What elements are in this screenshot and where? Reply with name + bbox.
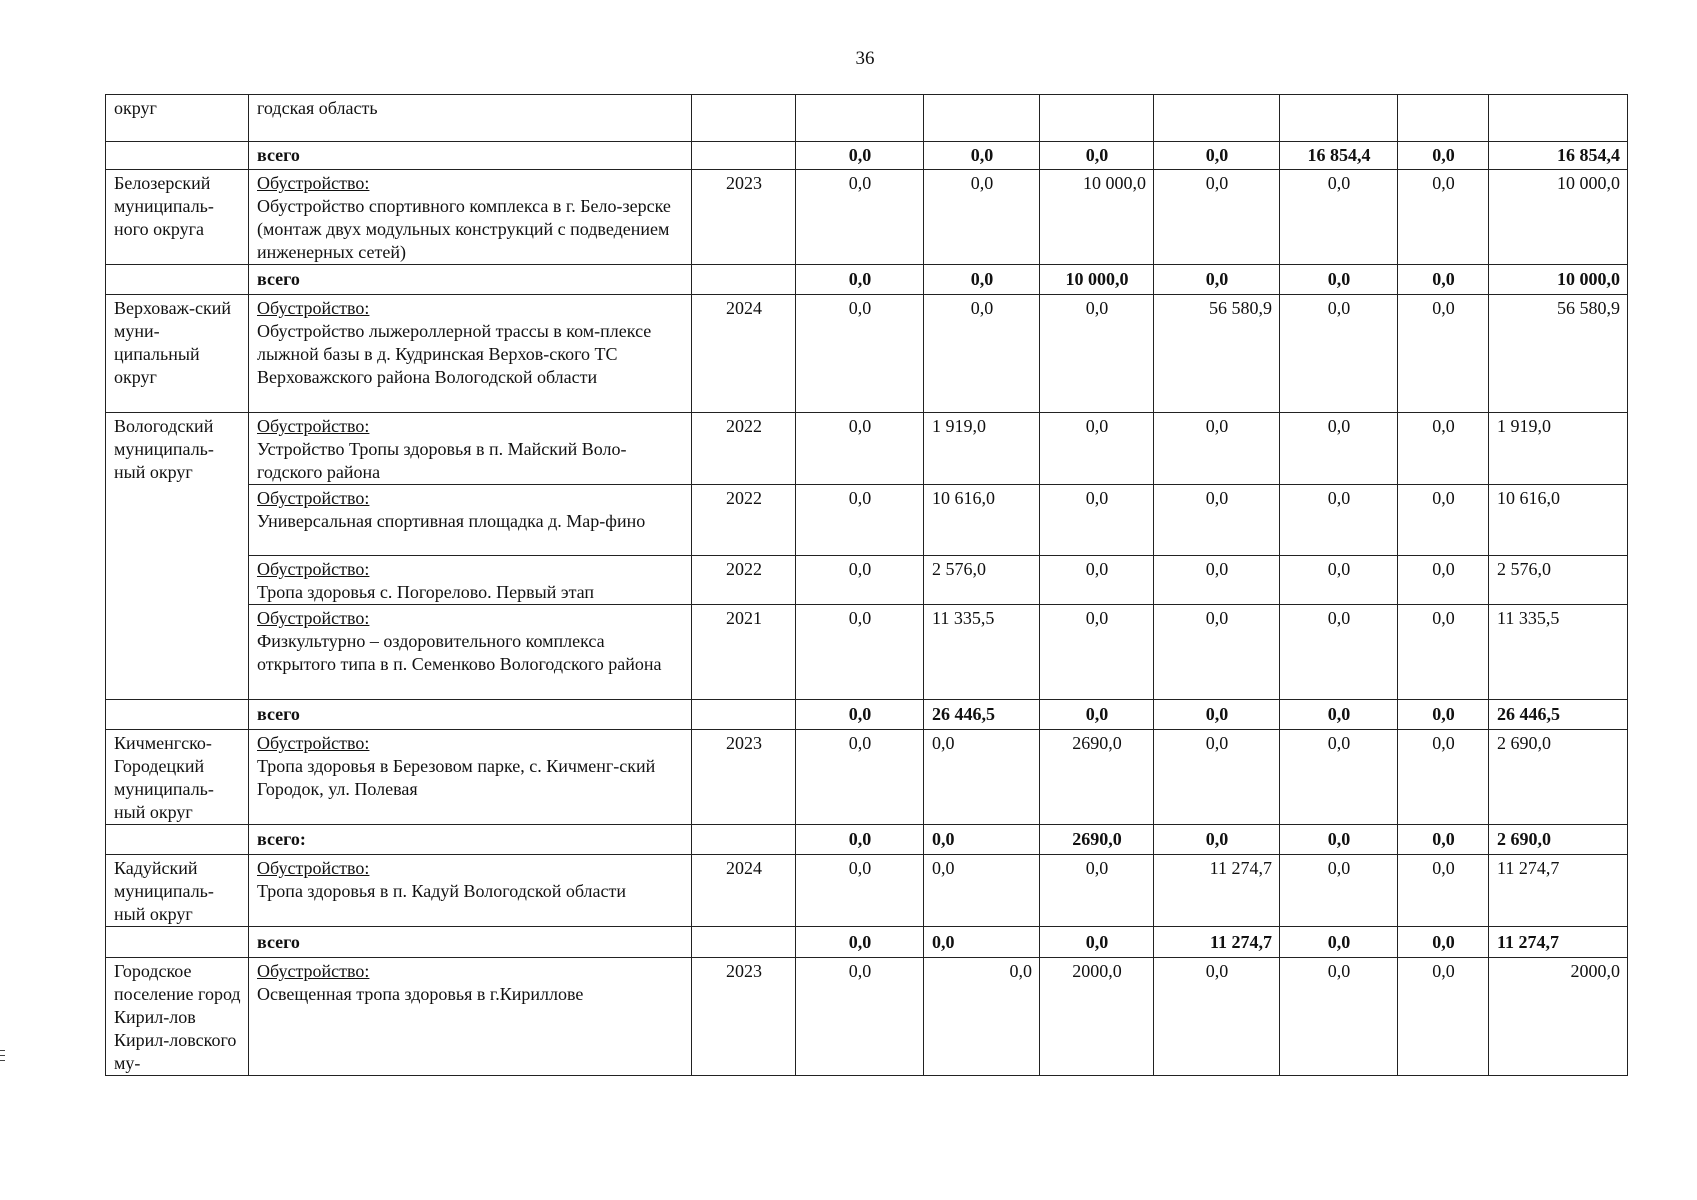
value-cell: 0,0	[796, 730, 924, 825]
value-cell: 0,0	[1398, 413, 1489, 485]
object-cell	[249, 485, 692, 556]
value-cell: 0,0	[1280, 605, 1398, 700]
value-cell: 2690,0	[1040, 730, 1154, 825]
value-cell: 11 335,5	[924, 605, 1040, 700]
year-cell: 2023	[692, 730, 796, 825]
value-cell: 0,0	[1154, 556, 1280, 605]
object-kind-label: Обустройство:	[257, 961, 370, 981]
object-cell	[249, 413, 692, 485]
total-value: 26 446,5	[1489, 700, 1628, 730]
value-cell: 0,0	[1154, 413, 1280, 485]
year-cell: 2023	[692, 170, 796, 265]
value-cell: 0,0	[1154, 958, 1280, 1076]
value-cell: 0,0	[796, 958, 924, 1076]
value-cell	[1154, 95, 1280, 142]
total-value: 0,0	[1040, 142, 1154, 170]
object-cell	[249, 556, 692, 605]
budget-table	[105, 94, 1628, 1076]
object-description: Тропа здоровья в Березовом парке, с. Кичменг-ский Городок, ул. Полевая	[257, 756, 656, 799]
value-cell: 1 919,0	[924, 413, 1040, 485]
total-label: всего	[249, 142, 692, 170]
total-value: 0,0	[796, 700, 924, 730]
total-row	[106, 142, 1628, 170]
scan-mark	[0, 1050, 5, 1051]
total-value: 0,0	[924, 142, 1040, 170]
total-value: 0,0	[1398, 265, 1489, 295]
object-cell	[249, 958, 692, 1076]
value-cell: 0,0	[1398, 295, 1489, 413]
empty-cell	[106, 265, 249, 295]
value-cell: 0,0	[1154, 605, 1280, 700]
value-cell: 0,0	[796, 413, 924, 485]
table-row	[106, 730, 1628, 825]
object-description: Тропа здоровья с. Погорелово. Первый этап	[257, 582, 595, 602]
year-cell: 2023	[692, 958, 796, 1076]
object-kind-label: Обустройство:	[257, 559, 370, 579]
value-cell: 0,0	[1040, 855, 1154, 927]
table-row	[106, 295, 1628, 413]
object-cell	[249, 295, 692, 413]
empty-cell	[692, 825, 796, 855]
total-value: 0,0	[1280, 700, 1398, 730]
total-value: 16 854,4	[1280, 142, 1398, 170]
value-cell: 0,0	[1280, 170, 1398, 265]
total-label: всего	[249, 700, 692, 730]
value-cell: 0,0	[1040, 556, 1154, 605]
value-cell: 11 335,5	[1489, 605, 1628, 700]
value-cell: 0,0	[1398, 855, 1489, 927]
total-value: 0,0	[1280, 927, 1398, 958]
object-kind-label: Обустройство:	[257, 298, 370, 318]
total-value: 26 446,5	[924, 700, 1040, 730]
value-cell	[924, 95, 1040, 142]
year-cell: 2021	[692, 605, 796, 700]
empty-cell	[106, 927, 249, 958]
value-cell: 0,0	[924, 855, 1040, 927]
value-cell: 0,0	[796, 485, 924, 556]
scan-mark	[0, 1060, 5, 1061]
object-description: годская область	[249, 95, 692, 142]
total-value: 11 274,7	[1489, 927, 1628, 958]
value-cell: 0,0	[1154, 170, 1280, 265]
value-cell: 1 919,0	[1489, 413, 1628, 485]
value-cell: 0,0	[1398, 958, 1489, 1076]
value-cell: 2 690,0	[1489, 730, 1628, 825]
table-row	[106, 170, 1628, 265]
scan-edge-marks	[0, 1050, 6, 1150]
municipality-cell: округ	[106, 95, 249, 142]
total-value: 0,0	[1398, 700, 1489, 730]
value-cell	[796, 95, 924, 142]
total-value: 0,0	[796, 265, 924, 295]
object-cell	[249, 730, 692, 825]
value-cell: 2 576,0	[1489, 556, 1628, 605]
total-value: 0,0	[1398, 825, 1489, 855]
value-cell: 0,0	[1280, 295, 1398, 413]
municipality-cell: Городское поселение город Кирил-лов Кирил-ловского му-	[106, 958, 249, 1076]
object-description: Физкультурно – оздоровительного комплекса открытого типа в п. Семенково Вологодского района	[257, 631, 662, 674]
total-value: 16 854,4	[1489, 142, 1628, 170]
total-value: 11 274,7	[1154, 927, 1280, 958]
year-cell: 2022	[692, 485, 796, 556]
object-kind-label: Обустройство:	[257, 416, 370, 436]
value-cell: 56 580,9	[1489, 295, 1628, 413]
object-cell	[249, 170, 692, 265]
value-cell: 0,0	[796, 855, 924, 927]
object-description: Обустройство лыжероллерной трассы в ком-плексе лыжной базы в д. Кудринская Верхов-ского ТС Верховажского района Вологодской области	[257, 321, 652, 387]
total-value: 0,0	[796, 825, 924, 855]
value-cell: 0,0	[1398, 556, 1489, 605]
empty-cell	[692, 265, 796, 295]
object-description: Универсальная спортивная площадка д. Мар-фино	[257, 511, 646, 531]
municipality-cell: Вологодский муниципаль-ный округ	[106, 413, 249, 700]
year-cell: 2022	[692, 413, 796, 485]
value-cell: 2000,0	[1040, 958, 1154, 1076]
object-kind-label: Обустройство:	[257, 608, 370, 628]
total-value: 0,0	[796, 927, 924, 958]
municipality-cell: Кадуйский муниципаль-ный округ	[106, 855, 249, 927]
value-cell: 0,0	[1040, 413, 1154, 485]
empty-cell	[106, 700, 249, 730]
total-label: всего:	[249, 825, 692, 855]
total-value: 0,0	[1280, 825, 1398, 855]
value-cell	[1040, 95, 1154, 142]
value-cell: 0,0	[1280, 958, 1398, 1076]
value-cell: 0,0	[1398, 170, 1489, 265]
value-cell: 0,0	[1280, 855, 1398, 927]
object-kind-label: Обустройство:	[257, 733, 370, 753]
table-row	[106, 605, 1628, 700]
value-cell: 0,0	[924, 170, 1040, 265]
total-row	[106, 927, 1628, 958]
value-cell: 10 000,0	[1489, 170, 1628, 265]
year-cell: 2024	[692, 855, 796, 927]
value-cell: 2 576,0	[924, 556, 1040, 605]
total-value: 0,0	[1154, 825, 1280, 855]
object-kind-label: Обустройство:	[257, 488, 370, 508]
value-cell: 0,0	[1040, 605, 1154, 700]
value-cell	[1489, 95, 1628, 142]
total-value: 10 000,0	[1040, 265, 1154, 295]
total-value: 0,0	[1398, 927, 1489, 958]
total-value: 2690,0	[1040, 825, 1154, 855]
value-cell: 0,0	[796, 605, 924, 700]
value-cell: 0,0	[1040, 485, 1154, 556]
year-cell	[692, 95, 796, 142]
empty-cell	[692, 700, 796, 730]
total-value: 0,0	[1154, 142, 1280, 170]
value-cell: 0,0	[796, 170, 924, 265]
value-cell: 0,0	[1398, 485, 1489, 556]
page-number: 36	[855, 48, 875, 69]
value-cell	[1280, 95, 1398, 142]
object-description: Устройство Тропы здоровья в п. Майский Воло-годского района	[257, 439, 627, 482]
value-cell: 2000,0	[1489, 958, 1628, 1076]
value-cell: 0,0	[1280, 556, 1398, 605]
object-kind-label: Обустройство:	[257, 173, 370, 193]
total-row	[106, 700, 1628, 730]
value-cell: 0,0	[1040, 295, 1154, 413]
empty-cell	[692, 142, 796, 170]
value-cell: 0,0	[924, 958, 1040, 1076]
object-description: Обустройство спортивного комплекса в г. Бело-зерске (монтаж двух модульных конструкций с подведением инженерных сетей)	[257, 196, 671, 262]
total-value: 0,0	[1398, 142, 1489, 170]
object-description: Освещенная тропа здоровья в г.Кириллове	[257, 984, 584, 1004]
value-cell: 10 616,0	[1489, 485, 1628, 556]
total-value: 0,0	[1040, 927, 1154, 958]
table-row	[106, 485, 1628, 556]
scan-mark	[0, 1055, 5, 1056]
year-cell: 2022	[692, 556, 796, 605]
value-cell: 11 274,7	[1489, 855, 1628, 927]
total-value: 0,0	[1154, 265, 1280, 295]
municipality-cell: Верховаж-ский муни-ципальный округ	[106, 295, 249, 413]
value-cell: 10 616,0	[924, 485, 1040, 556]
value-cell: 0,0	[1154, 485, 1280, 556]
value-cell: 0,0	[1280, 730, 1398, 825]
total-value: 0,0	[924, 265, 1040, 295]
municipality-cell: Кичменгско-Городецкий муниципаль-ный округ	[106, 730, 249, 825]
table-row	[106, 958, 1628, 1076]
object-description: Тропа здоровья в п. Кадуй Вологодской области	[257, 881, 626, 901]
empty-cell	[106, 142, 249, 170]
value-cell: 11 274,7	[1154, 855, 1280, 927]
year-cell: 2024	[692, 295, 796, 413]
value-cell: 56 580,9	[1154, 295, 1280, 413]
total-value: 0,0	[1280, 265, 1398, 295]
total-row	[106, 825, 1628, 855]
object-cell	[249, 855, 692, 927]
table-row	[106, 95, 1628, 142]
value-cell: 0,0	[1280, 485, 1398, 556]
total-row	[106, 265, 1628, 295]
value-cell: 0,0	[1280, 413, 1398, 485]
total-value: 10 000,0	[1489, 265, 1628, 295]
total-value: 2 690,0	[1489, 825, 1628, 855]
table-row	[106, 413, 1628, 485]
table-row	[106, 855, 1628, 927]
total-value: 0,0	[924, 927, 1040, 958]
municipality-cell: Белозерский муниципаль-ного округа	[106, 170, 249, 265]
total-value: 0,0	[796, 142, 924, 170]
total-label: всего	[249, 927, 692, 958]
value-cell: 0,0	[924, 730, 1040, 825]
empty-cell	[692, 927, 796, 958]
total-label: всего	[249, 265, 692, 295]
total-value: 0,0	[924, 825, 1040, 855]
object-cell	[249, 605, 692, 700]
value-cell: 0,0	[1398, 605, 1489, 700]
value-cell: 0,0	[796, 295, 924, 413]
value-cell: 0,0	[796, 556, 924, 605]
value-cell: 0,0	[1154, 730, 1280, 825]
table-row	[106, 556, 1628, 605]
empty-cell	[106, 825, 249, 855]
value-cell: 0,0	[924, 295, 1040, 413]
value-cell: 10 000,0	[1040, 170, 1154, 265]
total-value: 0,0	[1154, 700, 1280, 730]
value-cell: 0,0	[1398, 730, 1489, 825]
value-cell	[1398, 95, 1489, 142]
object-kind-label: Обустройство:	[257, 858, 370, 878]
total-value: 0,0	[1040, 700, 1154, 730]
